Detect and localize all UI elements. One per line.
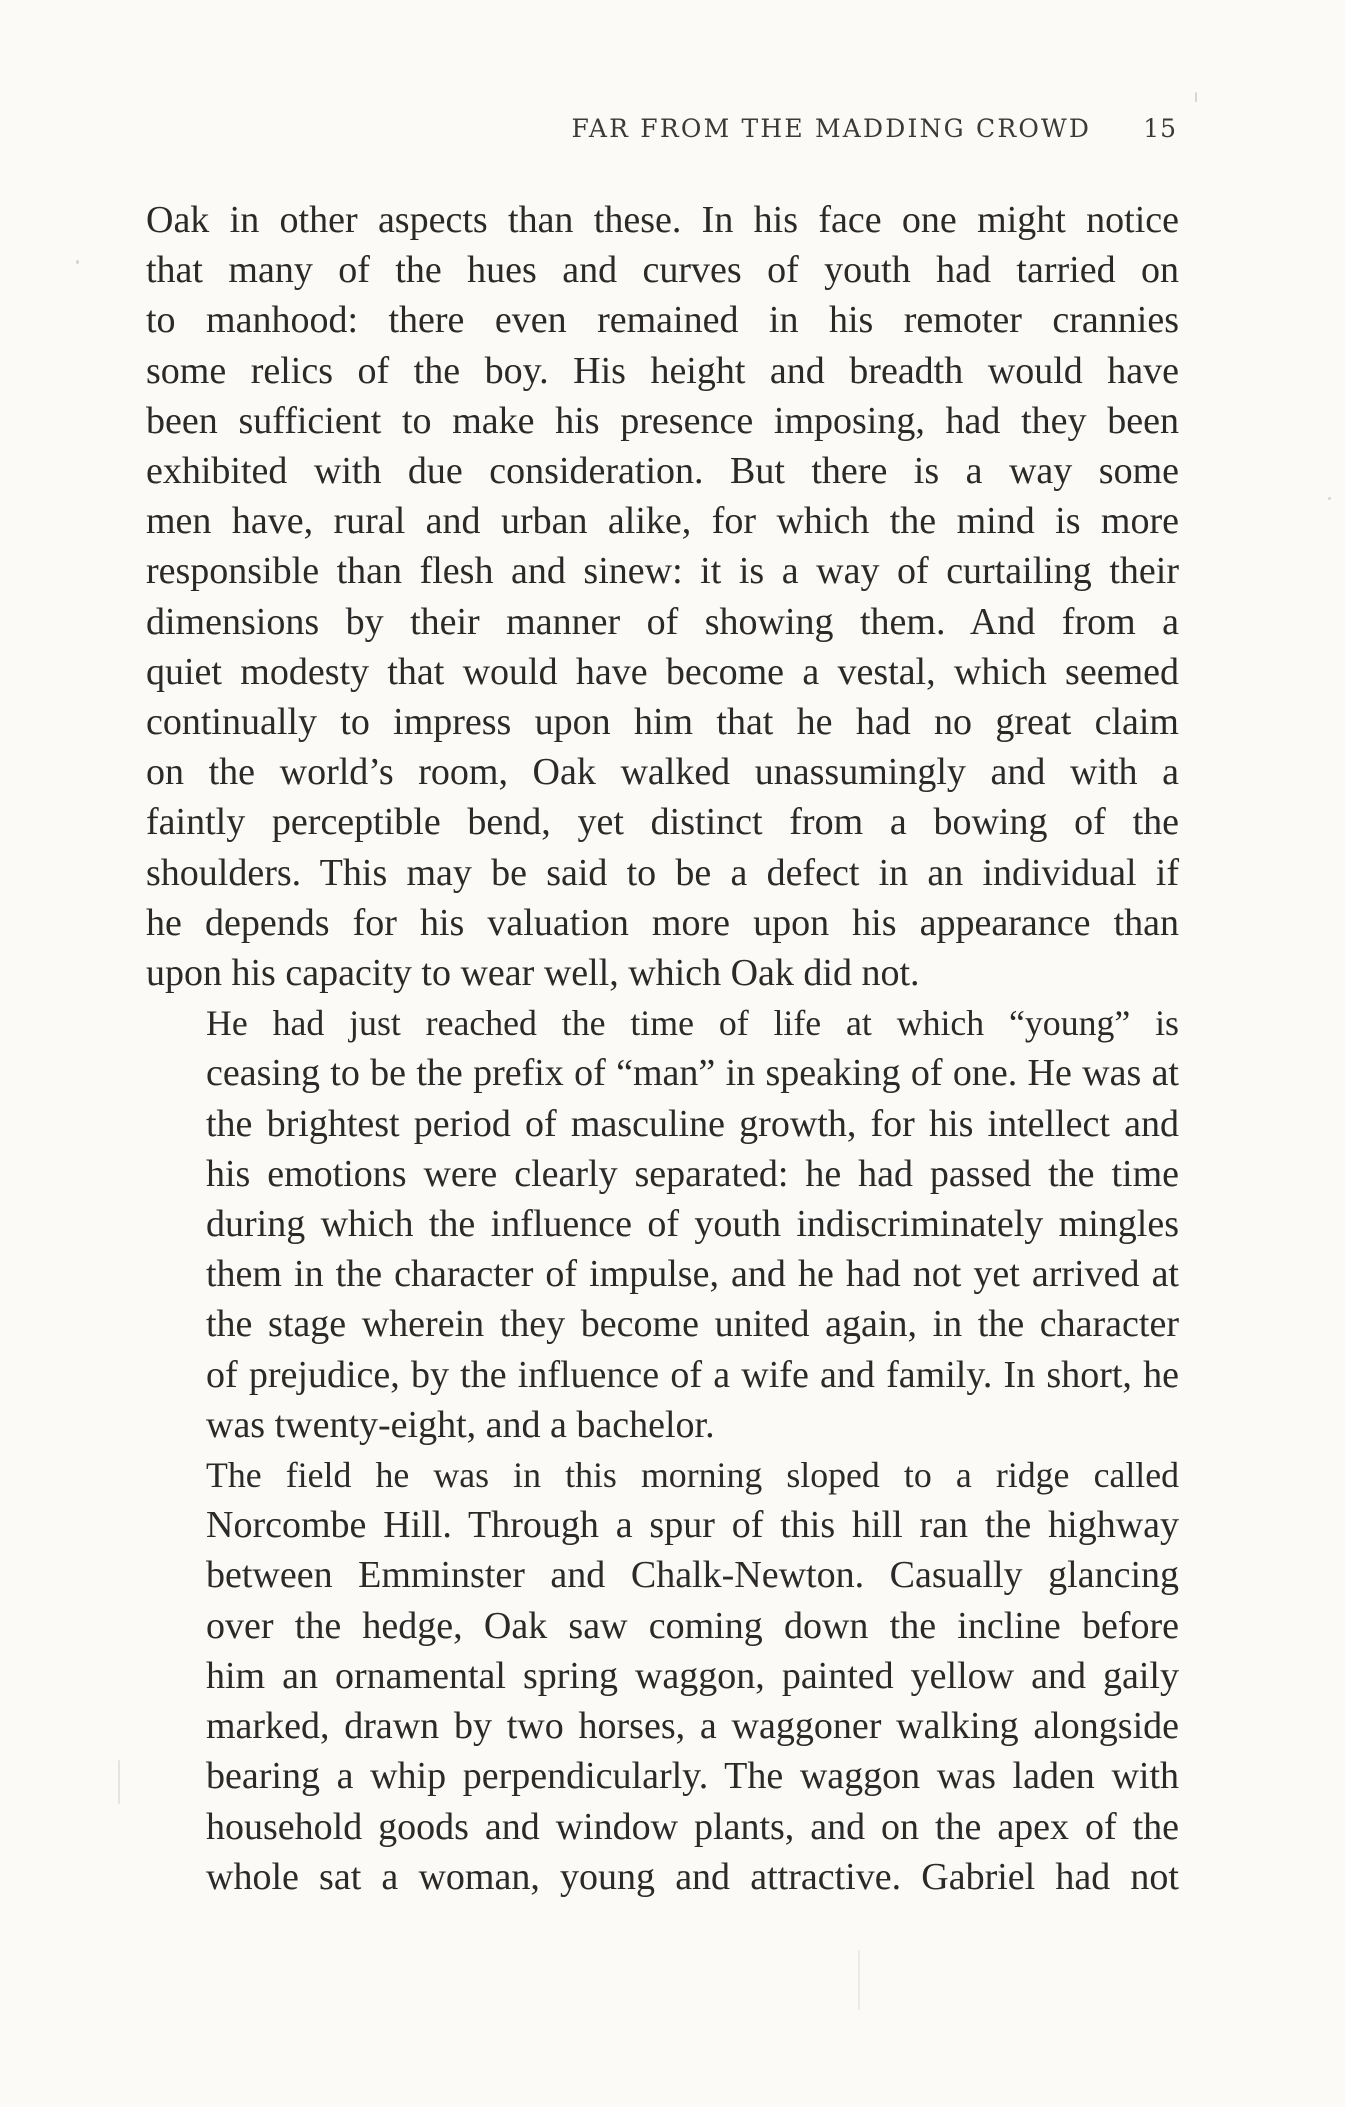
text-line: ceasing to be the prefix of “man” in speaking of one. He was at — [206, 1052, 1179, 1095]
text-line: continually to impress upon him that he had no great claim — [146, 701, 1179, 744]
text-line: quiet modesty that would have become a vestal, which seemed — [146, 650, 1179, 693]
text-line: faintly perceptible bend, yet distinct from a bowing of the — [146, 801, 1179, 844]
text-line: household goods and window plants, and on the apex of the — [206, 1805, 1179, 1848]
scan-speck — [1328, 497, 1331, 500]
text-line: upon his capacity to wear well, which Oak did not. — [146, 952, 920, 995]
text-line: bearing a whip perpendicularly. The waggon was laden with — [206, 1755, 1179, 1798]
text-line: the stage wherein they become united again, in the character — [206, 1303, 1179, 1346]
text-line: was twenty-eight, and a bachelor. — [206, 1403, 715, 1446]
text-line: he depends for his valuation more upon his appearance than — [146, 901, 1179, 944]
scan-speck — [858, 1950, 860, 2010]
text-line: been sufficient to make his presence imposing, had they been — [146, 399, 1179, 442]
text-line: during which the influence of youth indiscriminately mingles — [206, 1203, 1179, 1246]
text-line: to manhood: there even remained in his remoter crannies — [146, 299, 1179, 342]
text-line: exhibited with due consideration. But there is a way some — [146, 450, 1179, 493]
text-line: men have, rural and urban alike, for which the mind is more — [146, 500, 1179, 543]
text-line: him an ornamental spring waggon, painted yellow and gaily — [206, 1654, 1179, 1697]
text-line: over the hedge, Oak saw coming down the incline before — [206, 1604, 1179, 1647]
paragraph — [146, 998, 1179, 1450]
text-line: the brightest period of masculine growth, for his intellect and — [206, 1102, 1179, 1145]
text-line: that many of the hues and curves of youth had tarried on — [146, 249, 1179, 292]
text-line: dimensions by their manner of showing them. And from a — [146, 600, 1179, 643]
text-line: between Emminster and Chalk-Newton. Casually glancing — [206, 1554, 1179, 1597]
page-number: 15 — [1143, 114, 1177, 143]
text-line: them in the character of impulse, and he had not yet arrived at — [206, 1253, 1179, 1296]
text-line: shoulders. This may be said to be a defect in an individual if — [146, 851, 1179, 894]
text-line: Norcombe Hill. Through a spur of this hill ran the highway — [206, 1504, 1179, 1547]
text-line: Oak in other aspects than these. In his face one might notice — [146, 199, 1179, 241]
running-head — [572, 114, 1178, 143]
text-line: on the world’s room, Oak walked unassumingly and with a — [146, 751, 1179, 794]
paragraph — [146, 195, 1179, 998]
text-line: his emotions were clearly separated: he had passed the time — [206, 1152, 1179, 1195]
paragraph — [146, 1450, 1179, 1902]
text-line: He had just reached the time of life at which “young” is — [206, 1003, 1179, 1044]
text-line: marked, drawn by two horses, a waggoner walking alongside — [206, 1705, 1179, 1748]
running-head-title: FAR FROM THE MADDING CROWD — [571, 114, 1092, 143]
scan-speck — [1195, 92, 1197, 102]
text-line: The field he was in this morning sloped to a ridge called — [206, 1455, 1179, 1496]
text-line: of prejudice, by the influence of a wife and family. In short, he — [206, 1353, 1179, 1396]
scan-speck — [118, 1760, 120, 1804]
scan-speck — [76, 260, 79, 264]
text-line: some relics of the boy. His height and breadth would have — [146, 349, 1179, 392]
text-line: responsible than flesh and sinew: it is a way of curtailing their — [146, 550, 1179, 593]
text-line: whole sat a woman, young and attractive. Gabriel had not — [206, 1855, 1179, 1898]
body-text — [146, 195, 1179, 1902]
